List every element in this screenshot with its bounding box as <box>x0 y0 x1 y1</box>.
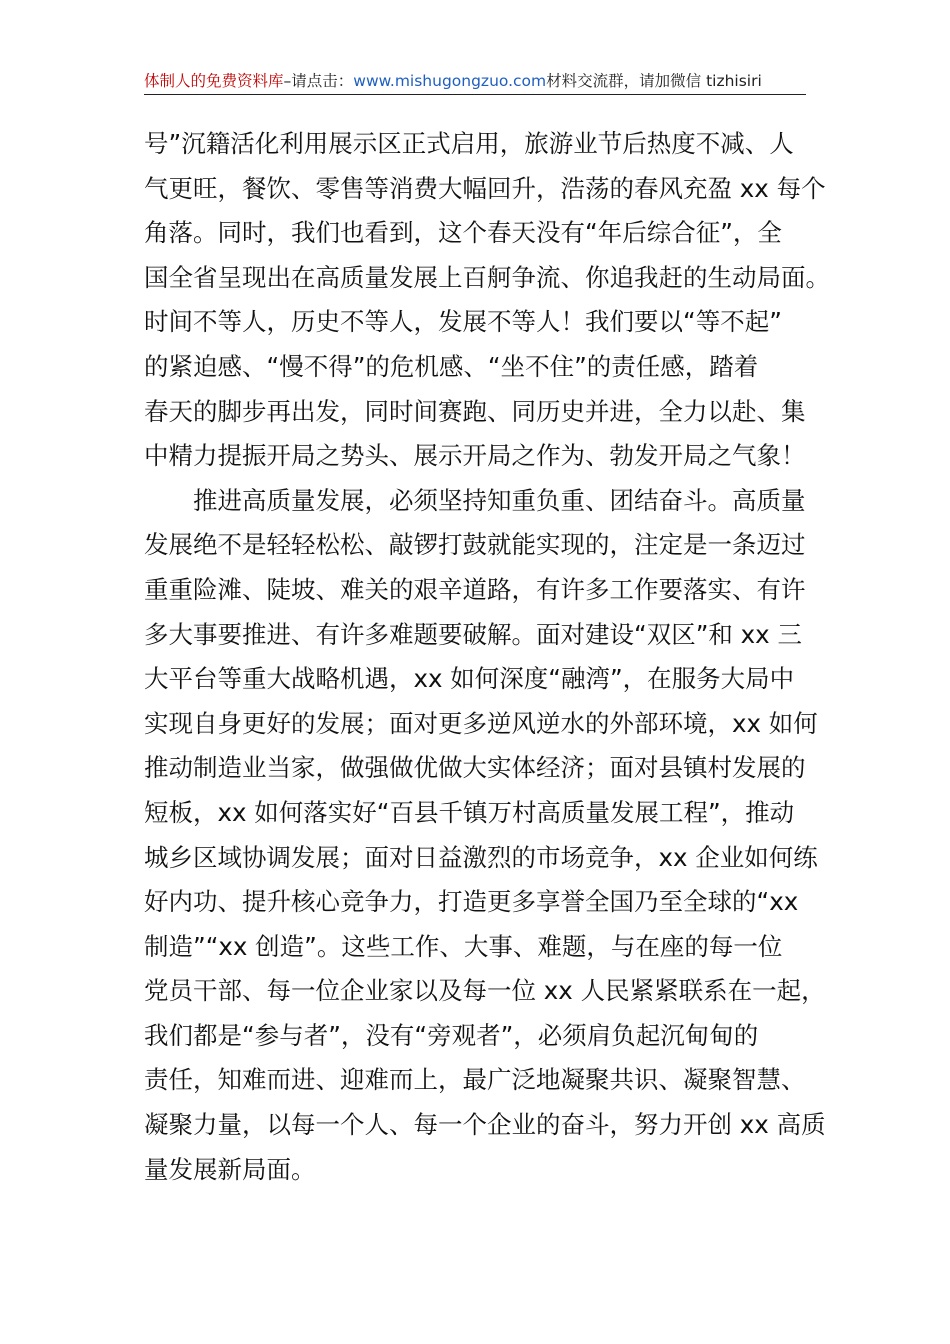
header-note: 材料交流群，请加微信 tizhisiri <box>546 72 762 90</box>
text-line: 重重险滩、陡坡、难关的艰辛道路，有许多工作要落实、有许 <box>144 574 806 604</box>
text-line: 多大事要推进、有许多难题要破解。面对建设“双区”和 xx 三 <box>144 619 802 649</box>
text-line: 推进高质量发展，必须坚持知重负重、团结奋斗。高质量 <box>193 485 806 515</box>
text-line: 中精力提振开局之势头、展示开局之作为、勃发开局之气象！ <box>144 441 806 471</box>
text-line: 发展绝不是轻轻松松、敲锣打鼓就能实现的，注定是一条迈过 <box>144 530 806 560</box>
text-line: 角落。同时，我们也看到，这个春天没有“年后综合征”，全 <box>144 218 782 248</box>
text-line: 的紧迫感、“慢不得”的危机感、“坐不住”的责任感，踏着 <box>144 351 759 381</box>
page-header <box>144 70 806 95</box>
text-line: 短板，xx 如何落实好“百县千镇万村高质量发展工程”，推动 <box>144 797 795 827</box>
text-line: 我们都是“参与者”，没有“旁观者”，必须肩负起沉甸甸的 <box>144 1020 759 1050</box>
text-line: 城乡区域协调发展；面对日益激烈的市场竞争，xx 企业如何练 <box>144 842 818 872</box>
header-brand: 体制人的免费资料库 <box>144 72 284 90</box>
text-line: 量发展新局面。 <box>144 1154 316 1184</box>
text-line: 大平台等重大战略机遇，xx 如何深度“融湾”，在服务大局中 <box>144 664 795 694</box>
text-line: 推动制造业当家，做强做优做大实体经济；面对县镇村发展的 <box>144 753 806 783</box>
text-line: 好内功、提升核心竞争力，打造更多享誉全国乃至全球的“xx <box>144 887 799 917</box>
paragraph <box>144 122 830 479</box>
text-line: 实现自身更好的发展；面对更多逆风逆水的外部环境，xx 如何 <box>144 708 818 738</box>
paragraph <box>144 479 824 1193</box>
text-line: 党员干部、每一位企业家以及每一位 xx 人民紧紧联系在一起， <box>144 976 826 1006</box>
text-line: 责任，知难而进、迎难而上，最广泛地凝聚共识、凝聚智慧、 <box>144 1065 806 1095</box>
text-line: 制造”“xx 创造”。这些工作、大事、难题，与在座的每一位 <box>144 931 783 961</box>
text-line: 凝聚力量，以每一个人、每一个企业的奋斗，努力开创 xx 高质 <box>144 1110 826 1140</box>
header-prompt: –请点击： <box>283 72 354 90</box>
text-line: 国全省呈现出在高质量发展上百舸争流、你追我赶的生动局面。 <box>144 262 830 292</box>
text-line: 气更旺，餐饮、零售等消费大幅回升，浩荡的春风充盈 xx 每个 <box>144 173 826 203</box>
text-line: 春天的脚步再出发，同时间赛跑、同历史并进，全力以赴、集 <box>144 396 806 426</box>
text-line: 时间不等人，历史不等人，发展不等人！我们要以“等不起” <box>144 307 782 337</box>
document-body <box>144 122 830 1192</box>
text-line: 号”沉籍活化利用展示区正式启用，旅游业节后热度不减、人 <box>144 129 794 158</box>
header-site-link[interactable]: www.mishugongzuo.com <box>353 72 547 90</box>
